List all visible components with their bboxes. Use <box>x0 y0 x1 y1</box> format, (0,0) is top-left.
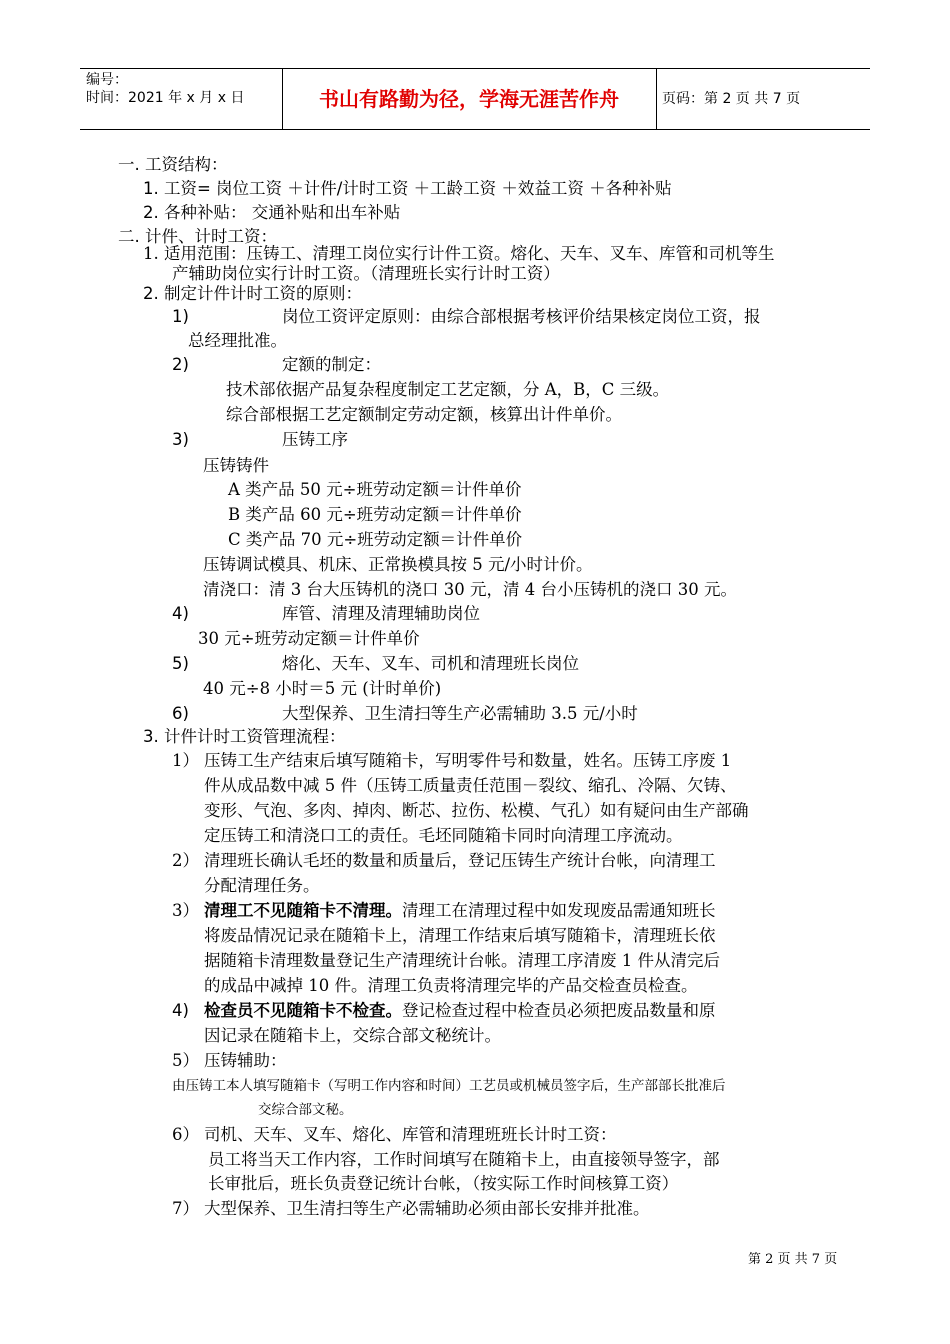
body-line: 大型保养、卫生清扫等生产必需辅助必须由部长安排并批准。 <box>204 1199 650 1218</box>
body-line: 压铸辅助： <box>204 1051 287 1070</box>
header-meta <box>86 71 244 107</box>
page-header <box>80 68 870 130</box>
body-line: 1. 工资= 岗位工资 ＋计件/计时工资 ＋工龄工资 ＋效益工资 ＋各种补贴 <box>143 179 672 198</box>
item-number: 5） <box>172 1051 199 1070</box>
body-line: C 类产品 70 元÷班劳动定额＝计件单价 <box>228 530 523 549</box>
body-line: 定额的制定： <box>282 355 381 374</box>
item-number: 5) <box>172 654 189 673</box>
body-line: 检查员不见随箱卡不检查。登记检查过程中检查员必须把废品数量和原 <box>204 1001 716 1020</box>
body-line: 压铸铸件 <box>203 456 269 475</box>
item-number: 2） <box>172 851 199 870</box>
body-line: 据随箱卡清理数量登记生产清理统计台帐。清理工序清废 1 件从清完后 <box>204 951 720 970</box>
body-line: 因记录在随箱卡上，交综合部文秘统计。 <box>204 1026 501 1045</box>
body-line: 30 元÷班劳动定额＝计件单价 <box>198 629 420 648</box>
bold-phrase: 清理工不见随箱卡不清理。 <box>204 901 402 920</box>
body-line: 大型保养、卫生清扫等生产必需辅助 3.5 元/小时 <box>282 704 638 723</box>
body-line: 变形、气泡、多肉、掉肉、断芯、拉伤、松模、气孔）如有疑问由生产部确 <box>204 801 749 820</box>
body-line: 3. 计件计时工资管理流程： <box>143 727 346 746</box>
item-number: 3） <box>172 901 199 920</box>
body-line: 员工将当天工作内容，工作时间填写在随箱卡上，由直接领导签字，部 <box>208 1150 720 1169</box>
section-heading-2: 二. 计件、计时工资： <box>118 227 277 246</box>
body-line: 压铸调试模具、机床、正常换模具按 5 元/小时计价。 <box>203 555 593 574</box>
body-line: 的成品中减掉 10 件。清理工负责将清理完毕的产品交检查员检查。 <box>204 976 698 995</box>
section-heading-1: 一. 工资结构： <box>118 155 228 174</box>
item-number: 1） <box>172 751 199 770</box>
body-line: 压铸工序 <box>282 430 348 449</box>
body-line: 产辅助岗位实行计时工资。（清理班长实行计时工资） <box>172 264 560 283</box>
doc-number-label: 编号： <box>86 72 128 88</box>
body-line: 清理班长确认毛坯的数量和质量后，登记压铸生产统计台帐，向清理工 <box>204 851 716 870</box>
doc-time-label: 时间：2021 年 x 月 x 日 <box>86 90 245 106</box>
item-number: 7） <box>172 1199 199 1218</box>
item-number: 4) <box>172 1001 189 1020</box>
body-line: 司机、天车、叉车、熔化、库管和清理班班长计时工资： <box>204 1125 617 1144</box>
bold-phrase: 检查员不见随箱卡不检查。 <box>204 1001 402 1020</box>
body-line: 岗位工资评定原则：由综合部根据考核评价结果核定岗位工资，报 <box>282 307 761 326</box>
body-line: 技术部依据产品复杂程度制定工艺定额，分 A，B，C 三级。 <box>226 380 670 399</box>
body-line: 定压铸工和清浇口工的责任。毛坯同随箱卡同时向清理工序流动。 <box>204 826 683 845</box>
body-line: 长审批后，班长负责登记统计台帐，（按实际工作时间核算工资） <box>208 1174 679 1193</box>
body-line: 总经理批准。 <box>188 331 287 350</box>
small-line: 由压铸工本人填写随箱卡（写明工作内容和时间）工艺员或机械员签字后，生产部部长批准后 <box>172 1078 726 1094</box>
body-line: 库管、清理及清理辅助岗位 <box>282 604 480 623</box>
body-line: 综合部根据工艺定额制定劳动定额，核算出计件单价。 <box>226 405 622 424</box>
item-number: 1) <box>172 307 189 326</box>
page-footer: 第 2 页 共 7 页 <box>748 1252 838 1267</box>
body-line: 分配清理任务。 <box>204 876 320 895</box>
body-line: A 类产品 50 元÷班劳动定额＝计件单价 <box>228 480 522 499</box>
header-page-number: 页码：第 2 页 共 7 页 <box>662 91 801 107</box>
item-number: 3) <box>172 430 189 449</box>
body-line: 压铸工生产结束后填写随箱卡，写明零件号和数量，姓名。压铸工序废 1 <box>204 751 732 770</box>
item-number: 4) <box>172 604 189 623</box>
body-line: 40 元÷8 小时＝5 元 (计时单价) <box>203 679 442 698</box>
body-line: B 类产品 60 元÷班劳动定额＝计件单价 <box>228 505 522 524</box>
item-number: 2) <box>172 355 189 374</box>
body-line: 清理工不见随箱卡不清理。清理工在清理过程中如发现废品需通知班长 <box>204 901 716 920</box>
body-line: 件从成品数中减 5 件（压铸工质量责任范围－裂纹、缩孔、冷隔、欠铸、 <box>204 776 737 795</box>
body-line: 清浇口：清 3 台大压铸机的浇口 30 元，清 4 台小压铸机的浇口 30 元。 <box>203 580 737 599</box>
item-number: 6） <box>172 1125 199 1144</box>
header-divider-2 <box>656 68 657 130</box>
header-motto: 书山有路勤为径，学海无涯苦作舟 <box>319 87 619 111</box>
body-line: 将废品情况记录在随箱卡上，清理工作结束后填写随箱卡，清理班长依 <box>204 926 716 945</box>
body-line: 2. 各种补贴： 交通补贴和出车补贴 <box>143 203 401 222</box>
body-line: 2. 制定计件计时工资的原则： <box>143 284 362 303</box>
body-line: 1. 适用范围：压铸工、清理工岗位实行计件工资。熔化、天车、叉车、库管和司机等生 <box>143 244 775 263</box>
body-line: 熔化、天车、叉车、司机和清理班长岗位 <box>282 654 579 673</box>
item-number: 6) <box>172 704 189 723</box>
small-line: 交综合部文秘。 <box>258 1102 353 1118</box>
